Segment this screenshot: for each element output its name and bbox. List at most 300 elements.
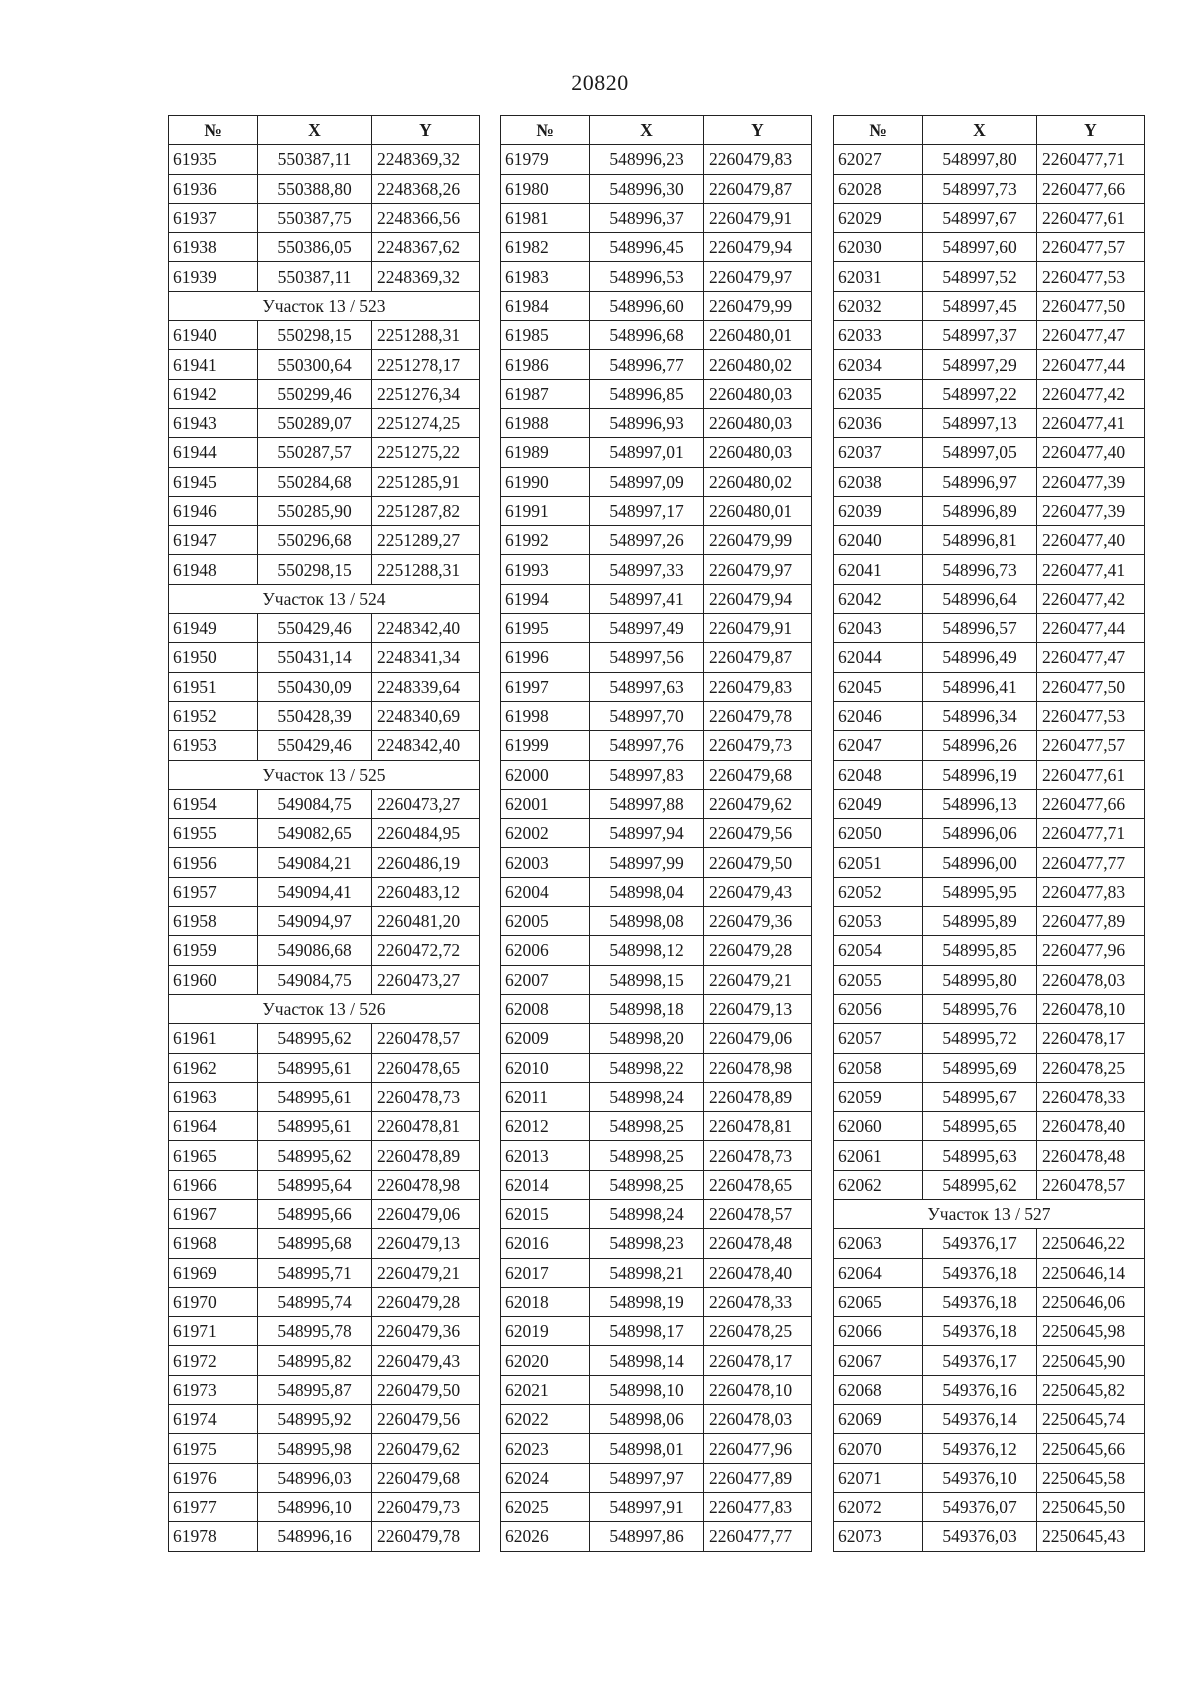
- x-coordinate: 550284,68: [258, 467, 372, 496]
- x-coordinate: 548997,49: [590, 614, 704, 643]
- table-row: [169, 1258, 480, 1287]
- y-coordinate: 2250645,74: [1037, 1405, 1145, 1434]
- y-coordinate: 2260479,43: [372, 1346, 480, 1375]
- table-row: [834, 701, 1145, 730]
- point-number: 62006: [501, 936, 590, 965]
- point-number: 62007: [501, 965, 590, 994]
- x-coordinate: 550298,15: [258, 555, 372, 584]
- table-row: [834, 731, 1145, 760]
- table-row: [169, 1170, 480, 1199]
- point-number: 62013: [501, 1141, 590, 1170]
- point-number: 61937: [169, 203, 258, 232]
- table-row: [501, 819, 812, 848]
- y-coordinate: 2260480,02: [704, 467, 812, 496]
- y-coordinate: 2260480,03: [704, 379, 812, 408]
- x-coordinate: 549094,41: [258, 877, 372, 906]
- table-row: [169, 262, 480, 291]
- point-number: 62033: [834, 321, 923, 350]
- x-coordinate: 548997,29: [923, 350, 1037, 379]
- y-coordinate: 2260484,95: [372, 819, 480, 848]
- point-number: 62056: [834, 994, 923, 1023]
- table-row: [834, 321, 1145, 350]
- table-row: [834, 262, 1145, 291]
- point-number: 62032: [834, 291, 923, 320]
- table-row: [169, 1492, 480, 1521]
- table-row: [834, 614, 1145, 643]
- point-number: 62036: [834, 408, 923, 437]
- x-coordinate: 549376,18: [923, 1287, 1037, 1316]
- x-coordinate: 550428,39: [258, 701, 372, 730]
- y-coordinate: 2260479,99: [704, 291, 812, 320]
- point-number: 62052: [834, 877, 923, 906]
- y-coordinate: 2260478,25: [704, 1317, 812, 1346]
- y-coordinate: 2260479,97: [704, 262, 812, 291]
- x-coordinate: 548998,24: [590, 1199, 704, 1228]
- y-coordinate: 2260478,40: [1037, 1112, 1145, 1141]
- point-number: 62065: [834, 1287, 923, 1316]
- x-coordinate: 548997,22: [923, 379, 1037, 408]
- point-number: 61973: [169, 1375, 258, 1404]
- y-coordinate: 2248339,64: [372, 672, 480, 701]
- y-coordinate: 2260477,47: [1037, 321, 1145, 350]
- x-coordinate: 548998,21: [590, 1258, 704, 1287]
- point-number: 62017: [501, 1258, 590, 1287]
- x-coordinate: 550289,07: [258, 408, 372, 437]
- x-coordinate: 550300,64: [258, 350, 372, 379]
- y-coordinate: 2260477,53: [1037, 262, 1145, 291]
- point-number: 62053: [834, 907, 923, 936]
- table-row: [501, 262, 812, 291]
- x-coordinate: 548995,66: [258, 1199, 372, 1228]
- point-number: 62048: [834, 760, 923, 789]
- y-coordinate: 2260478,89: [704, 1082, 812, 1111]
- y-coordinate: 2260477,41: [1037, 555, 1145, 584]
- table-row: [169, 877, 480, 906]
- y-coordinate: 2260477,42: [1037, 584, 1145, 613]
- point-number: 61942: [169, 379, 258, 408]
- table-row: [501, 321, 812, 350]
- x-coordinate: 549376,16: [923, 1375, 1037, 1404]
- x-coordinate: 549376,03: [923, 1522, 1037, 1551]
- table-row: [501, 1141, 812, 1170]
- table-row: [834, 819, 1145, 848]
- table-row: [169, 1434, 480, 1463]
- table-row: [169, 145, 480, 174]
- table-row: [501, 584, 812, 613]
- x-coordinate: 548996,57: [923, 614, 1037, 643]
- x-coordinate: 550387,11: [258, 145, 372, 174]
- header-y: Y: [704, 116, 812, 145]
- y-coordinate: 2260477,71: [1037, 145, 1145, 174]
- table-row: [834, 1287, 1145, 1316]
- table-row: [169, 1375, 480, 1404]
- table-row: [169, 672, 480, 701]
- y-coordinate: 2260473,27: [372, 965, 480, 994]
- y-coordinate: 2260478,25: [1037, 1053, 1145, 1082]
- x-coordinate: 548997,70: [590, 701, 704, 730]
- table-row: [501, 1112, 812, 1141]
- x-coordinate: 548997,56: [590, 643, 704, 672]
- y-coordinate: 2260479,94: [704, 584, 812, 613]
- table-row: [834, 1463, 1145, 1492]
- x-coordinate: 548997,97: [590, 1463, 704, 1492]
- x-coordinate: 548996,34: [923, 701, 1037, 730]
- point-number: 61999: [501, 731, 590, 760]
- y-coordinate: 2260478,48: [1037, 1141, 1145, 1170]
- point-number: 61971: [169, 1317, 258, 1346]
- y-coordinate: 2260480,02: [704, 350, 812, 379]
- x-coordinate: 548995,98: [258, 1434, 372, 1463]
- x-coordinate: 548998,14: [590, 1346, 704, 1375]
- table-row: [834, 1258, 1145, 1287]
- y-coordinate: 2260479,43: [704, 877, 812, 906]
- table-row: [169, 1346, 480, 1375]
- table-row: [169, 701, 480, 730]
- x-coordinate: 548998,04: [590, 877, 704, 906]
- x-coordinate: 548997,52: [923, 262, 1037, 291]
- point-number: 62062: [834, 1170, 923, 1199]
- table-row: [501, 672, 812, 701]
- y-coordinate: 2248341,34: [372, 643, 480, 672]
- point-number: 62029: [834, 203, 923, 232]
- point-number: 61939: [169, 262, 258, 291]
- x-coordinate: 548998,22: [590, 1053, 704, 1082]
- x-coordinate: 548998,18: [590, 994, 704, 1023]
- table-row: [169, 1082, 480, 1111]
- y-coordinate: 2260478,81: [704, 1112, 812, 1141]
- x-coordinate: 548997,73: [923, 174, 1037, 203]
- x-coordinate: 548998,10: [590, 1375, 704, 1404]
- x-coordinate: 548995,82: [258, 1346, 372, 1375]
- y-coordinate: 2251287,82: [372, 496, 480, 525]
- x-coordinate: 550386,05: [258, 233, 372, 262]
- point-number: 62064: [834, 1258, 923, 1287]
- point-number: 62000: [501, 760, 590, 789]
- y-coordinate: 2250646,22: [1037, 1229, 1145, 1258]
- point-number: 61954: [169, 789, 258, 818]
- y-coordinate: 2260477,61: [1037, 203, 1145, 232]
- header-number: №: [501, 116, 590, 145]
- y-coordinate: 2260477,89: [704, 1463, 812, 1492]
- point-number: 62073: [834, 1522, 923, 1551]
- x-coordinate: 548998,24: [590, 1082, 704, 1111]
- x-coordinate: 548995,62: [258, 1024, 372, 1053]
- y-coordinate: 2251278,17: [372, 350, 480, 379]
- y-coordinate: 2260479,78: [372, 1522, 480, 1551]
- point-number: 61979: [501, 145, 590, 174]
- x-coordinate: 548996,37: [590, 203, 704, 232]
- y-coordinate: 2260479,94: [704, 233, 812, 262]
- y-coordinate: 2250645,50: [1037, 1492, 1145, 1521]
- table-row: [169, 848, 480, 877]
- y-coordinate: 2248342,40: [372, 614, 480, 643]
- y-coordinate: 2251288,31: [372, 321, 480, 350]
- point-number: 61998: [501, 701, 590, 730]
- point-number: 62041: [834, 555, 923, 584]
- point-number: 61997: [501, 672, 590, 701]
- x-coordinate: 550285,90: [258, 496, 372, 525]
- table-row: [501, 145, 812, 174]
- y-coordinate: 2260479,87: [704, 643, 812, 672]
- x-coordinate: 548996,68: [590, 321, 704, 350]
- point-number: 61983: [501, 262, 590, 291]
- point-number: 62021: [501, 1375, 590, 1404]
- point-number: 62003: [501, 848, 590, 877]
- table-row: [169, 379, 480, 408]
- x-coordinate: 549376,07: [923, 1492, 1037, 1521]
- point-number: 61990: [501, 467, 590, 496]
- table-row: [501, 877, 812, 906]
- table-row: [169, 1229, 480, 1258]
- x-coordinate: 548997,67: [923, 203, 1037, 232]
- y-coordinate: 2260477,96: [1037, 936, 1145, 965]
- table-row: [834, 555, 1145, 584]
- table-row: [169, 1024, 480, 1053]
- point-number: 62039: [834, 496, 923, 525]
- x-coordinate: 550299,46: [258, 379, 372, 408]
- y-coordinate: 2260479,73: [704, 731, 812, 760]
- x-coordinate: 548997,80: [923, 145, 1037, 174]
- point-number: 61948: [169, 555, 258, 584]
- x-coordinate: 548997,05: [923, 438, 1037, 467]
- x-coordinate: 548995,76: [923, 994, 1037, 1023]
- y-coordinate: 2260477,39: [1037, 467, 1145, 496]
- point-number: 62045: [834, 672, 923, 701]
- table-row: [169, 555, 480, 584]
- table-row: [169, 174, 480, 203]
- table-row: [501, 203, 812, 232]
- x-coordinate: 548998,25: [590, 1170, 704, 1199]
- y-coordinate: 2260478,65: [704, 1170, 812, 1199]
- y-coordinate: 2248340,69: [372, 701, 480, 730]
- y-coordinate: 2250645,82: [1037, 1375, 1145, 1404]
- x-coordinate: 550387,11: [258, 262, 372, 291]
- x-coordinate: 550429,46: [258, 731, 372, 760]
- point-number: 62002: [501, 819, 590, 848]
- x-coordinate: 548995,89: [923, 907, 1037, 936]
- x-coordinate: 548996,77: [590, 350, 704, 379]
- point-number: 61996: [501, 643, 590, 672]
- x-coordinate: 548996,41: [923, 672, 1037, 701]
- table-row: [834, 1346, 1145, 1375]
- table-row: [834, 438, 1145, 467]
- y-coordinate: 2260477,77: [1037, 848, 1145, 877]
- y-coordinate: 2260479,50: [704, 848, 812, 877]
- section-title: Участок 13 / 526: [169, 994, 480, 1023]
- point-number: 62026: [501, 1522, 590, 1551]
- x-coordinate: 548995,67: [923, 1082, 1037, 1111]
- point-number: 61944: [169, 438, 258, 467]
- table-row: [834, 760, 1145, 789]
- table-row: [169, 496, 480, 525]
- coordinates-table-2: [500, 115, 812, 1552]
- y-coordinate: 2260479,99: [704, 526, 812, 555]
- table-row: [834, 1053, 1145, 1082]
- x-coordinate: 548997,60: [923, 233, 1037, 262]
- point-number: 62061: [834, 1141, 923, 1170]
- point-number: 62027: [834, 145, 923, 174]
- table-row: [501, 1258, 812, 1287]
- y-coordinate: 2260479,06: [372, 1199, 480, 1228]
- point-number: 61956: [169, 848, 258, 877]
- x-coordinate: 549376,14: [923, 1405, 1037, 1434]
- table-row: [834, 526, 1145, 555]
- point-number: 62004: [501, 877, 590, 906]
- y-coordinate: 2260480,01: [704, 496, 812, 525]
- table-row: [169, 936, 480, 965]
- y-coordinate: 2260477,77: [704, 1522, 812, 1551]
- table-row: [834, 1492, 1145, 1521]
- x-coordinate: 549094,97: [258, 907, 372, 936]
- y-coordinate: 2260478,73: [372, 1082, 480, 1111]
- x-coordinate: 548996,10: [258, 1492, 372, 1521]
- y-coordinate: 2260477,66: [1037, 789, 1145, 818]
- x-coordinate: 550287,57: [258, 438, 372, 467]
- x-coordinate: 548996,00: [923, 848, 1037, 877]
- point-number: 61945: [169, 467, 258, 496]
- y-coordinate: 2260479,87: [704, 174, 812, 203]
- y-coordinate: 2260479,83: [704, 672, 812, 701]
- table-row: [169, 350, 480, 379]
- table-row: [834, 672, 1145, 701]
- point-number: 61965: [169, 1141, 258, 1170]
- point-number: 61968: [169, 1229, 258, 1258]
- table-row: [501, 379, 812, 408]
- y-coordinate: 2250645,58: [1037, 1463, 1145, 1492]
- y-coordinate: 2260477,41: [1037, 408, 1145, 437]
- point-number: 61940: [169, 321, 258, 350]
- y-coordinate: 2260478,57: [372, 1024, 480, 1053]
- table-row: [501, 1024, 812, 1053]
- point-number: 61976: [169, 1463, 258, 1492]
- point-number: 62049: [834, 789, 923, 818]
- point-number: 61935: [169, 145, 258, 174]
- y-coordinate: 2260486,19: [372, 848, 480, 877]
- point-number: 61961: [169, 1024, 258, 1053]
- header-x: X: [923, 116, 1037, 145]
- table-row: [501, 1405, 812, 1434]
- point-number: 62055: [834, 965, 923, 994]
- section-title: Участок 13 / 525: [169, 760, 480, 789]
- table-row: [169, 467, 480, 496]
- table-row: [169, 203, 480, 232]
- point-number: 61963: [169, 1082, 258, 1111]
- x-coordinate: 548998,06: [590, 1405, 704, 1434]
- table-row: [834, 1141, 1145, 1170]
- x-coordinate: 548998,23: [590, 1229, 704, 1258]
- coordinates-table-3: [833, 115, 1145, 1552]
- table-row: [169, 1317, 480, 1346]
- y-coordinate: 2260479,97: [704, 555, 812, 584]
- x-coordinate: 548997,91: [590, 1492, 704, 1521]
- point-number: 61941: [169, 350, 258, 379]
- table-row: [834, 1082, 1145, 1111]
- table-row: [834, 350, 1145, 379]
- point-number: 61992: [501, 526, 590, 555]
- x-coordinate: 548995,95: [923, 877, 1037, 906]
- point-number: 62070: [834, 1434, 923, 1463]
- table-row: [501, 848, 812, 877]
- x-coordinate: 548996,85: [590, 379, 704, 408]
- x-coordinate: 548996,16: [258, 1522, 372, 1551]
- y-coordinate: 2260478,17: [1037, 1024, 1145, 1053]
- y-coordinate: 2260479,13: [372, 1229, 480, 1258]
- point-number: 61953: [169, 731, 258, 760]
- table-header-row: [834, 116, 1145, 145]
- table-row: [169, 408, 480, 437]
- table-row: [501, 936, 812, 965]
- point-number: 61946: [169, 496, 258, 525]
- point-number: 62020: [501, 1346, 590, 1375]
- y-coordinate: 2260477,44: [1037, 614, 1145, 643]
- y-coordinate: 2260478,81: [372, 1112, 480, 1141]
- y-coordinate: 2260479,78: [704, 701, 812, 730]
- table-row: [501, 1375, 812, 1404]
- table-row: [834, 1024, 1145, 1053]
- point-number: 62060: [834, 1112, 923, 1141]
- point-number: 61966: [169, 1170, 258, 1199]
- x-coordinate: 548996,45: [590, 233, 704, 262]
- table-row: [834, 496, 1145, 525]
- point-number: 61981: [501, 203, 590, 232]
- y-coordinate: 2248369,32: [372, 145, 480, 174]
- y-coordinate: 2260477,83: [704, 1492, 812, 1521]
- table-row: [834, 907, 1145, 936]
- y-coordinate: 2260478,48: [704, 1229, 812, 1258]
- y-coordinate: 2260479,83: [704, 145, 812, 174]
- table-row: [834, 965, 1145, 994]
- y-coordinate: 2260478,17: [704, 1346, 812, 1375]
- y-coordinate: 2248367,62: [372, 233, 480, 262]
- point-number: 61977: [169, 1492, 258, 1521]
- point-number: 61986: [501, 350, 590, 379]
- y-coordinate: 2260477,40: [1037, 526, 1145, 555]
- x-coordinate: 550430,09: [258, 672, 372, 701]
- point-number: 62005: [501, 907, 590, 936]
- section-row: [169, 760, 480, 789]
- x-coordinate: 549376,18: [923, 1258, 1037, 1287]
- y-coordinate: 2248368,26: [372, 174, 480, 203]
- point-number: 61949: [169, 614, 258, 643]
- y-coordinate: 2260478,98: [704, 1053, 812, 1082]
- table-row: [501, 994, 812, 1023]
- table-row: [834, 379, 1145, 408]
- x-coordinate: 549084,75: [258, 789, 372, 818]
- table-row: [501, 467, 812, 496]
- table-row: [834, 1229, 1145, 1258]
- table-row: [834, 1170, 1145, 1199]
- x-coordinate: 549084,21: [258, 848, 372, 877]
- point-number: 61993: [501, 555, 590, 584]
- table-row: [501, 526, 812, 555]
- x-coordinate: 548998,17: [590, 1317, 704, 1346]
- x-coordinate: 550388,80: [258, 174, 372, 203]
- y-coordinate: 2260477,50: [1037, 291, 1145, 320]
- point-number: 61978: [169, 1522, 258, 1551]
- point-number: 62031: [834, 262, 923, 291]
- y-coordinate: 2250645,66: [1037, 1434, 1145, 1463]
- x-coordinate: 548996,73: [923, 555, 1037, 584]
- y-coordinate: 2260483,12: [372, 877, 480, 906]
- point-number: 61994: [501, 584, 590, 613]
- point-number: 61974: [169, 1405, 258, 1434]
- point-number: 62042: [834, 584, 923, 613]
- point-number: 62035: [834, 379, 923, 408]
- x-coordinate: 548998,08: [590, 907, 704, 936]
- point-number: 61952: [169, 701, 258, 730]
- x-coordinate: 548998,25: [590, 1112, 704, 1141]
- x-coordinate: 548997,33: [590, 555, 704, 584]
